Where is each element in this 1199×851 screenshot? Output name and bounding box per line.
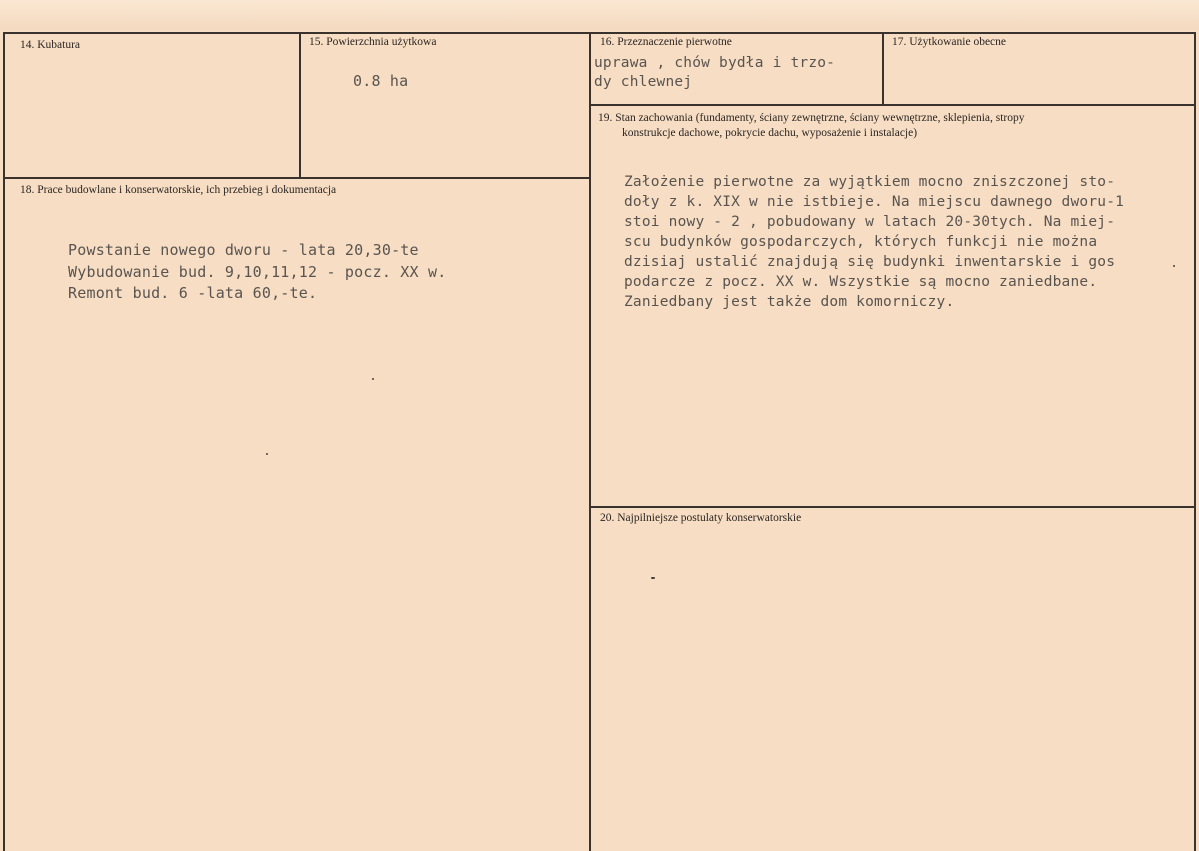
paper-top-edge (0, 0, 1199, 30)
field-19-label-line1: 19. Stan zachowania (fundamenty, ściany zewnętrzne, ściany wewnętrzne, sklepienia, stropy (598, 112, 1025, 124)
field-19-line-2: doły z k. XIX w nie istbieje. Na miejscu dawnego dworu-1 (624, 194, 1125, 210)
field-14-label: 14. Kubatura (20, 39, 81, 51)
field-16-line-2: dy chlewnej (594, 74, 693, 90)
field-15-value: 0.8 ha (353, 72, 409, 90)
paper-speck (1173, 265, 1175, 267)
field-19-line-7: Zaniedbany jest także dom komorniczy. (624, 294, 955, 310)
field-18-line-1: Powstanie nowego dworu - lata 20,30-te (68, 241, 419, 259)
field-16-label: 16. Przeznaczenie pierwotne (600, 36, 732, 48)
row-divider-right-top (589, 104, 1196, 106)
field-16-line-1: uprawa , chów bydła i trzo- (594, 55, 836, 71)
top-border (3, 32, 1196, 34)
center-divider (589, 32, 591, 851)
field-15-label: 15. Powierzchnia użytkowa (309, 36, 437, 48)
field-19-line-4: scu budynków gospodarczych, których funkcji nie można (624, 234, 1098, 250)
field-19-line-3: stoi nowy - 2 , pobudowany w latach 20-30tych. Na miej- (624, 214, 1116, 230)
paper-speck (266, 453, 268, 455)
row-divider-right-mid (589, 506, 1196, 508)
divider-16-17 (882, 32, 884, 104)
divider-14-15 (299, 32, 301, 178)
field-18-line-3: Remont bud. 6 -lata 60,-te. (68, 284, 318, 302)
paper-speck (651, 577, 655, 579)
field-19-label-line2: konstrukcje dachowe, pokrycie dachu, wyposażenie i instalacje) (622, 127, 918, 139)
right-border (1194, 32, 1196, 851)
field-17-label: 17. Użytkowanie obecne (892, 36, 1007, 48)
field-18-label: 18. Prace budowlane i konserwatorskie, ich przebieg i dokumentacja (20, 184, 337, 196)
paper-speck (372, 378, 374, 380)
field-19-line-5: dzisiaj ustalić znajdują się budynki inwentarskie i gos (624, 254, 1116, 270)
field-20-label: 20. Najpilniejsze postulaty konserwatorskie (600, 512, 802, 524)
left-border (3, 32, 5, 851)
field-19-line-6: podarcze z pocz. XX w. Wszystkie są mocno zaniedbane. (624, 274, 1098, 290)
field-19-line-1: Założenie pierwotne za wyjątkiem mocno zniszczonej sto- (624, 174, 1116, 190)
row-divider-left (3, 177, 591, 179)
field-18-line-2: Wybudowanie bud. 9,10,11,12 - pocz. XX w. (68, 263, 447, 281)
